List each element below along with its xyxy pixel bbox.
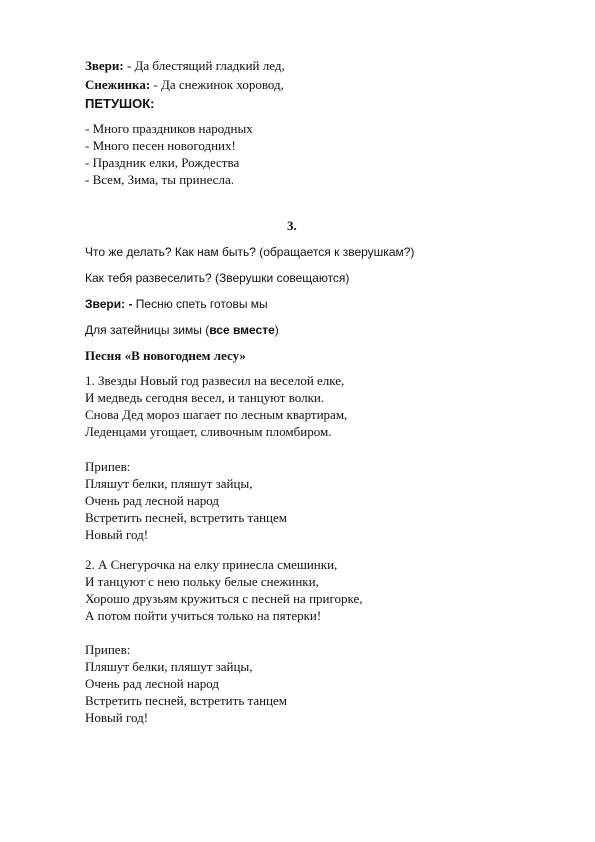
petushok-line: - Всем, Зима, ты принесла. <box>85 172 234 187</box>
chorus-line: Новый год! <box>85 710 149 725</box>
petushok-line: - Праздник елки, Рождества <box>85 155 240 170</box>
chorus-line: Припев: <box>85 459 131 474</box>
song-title: Песня «В новогоднем лесу» <box>85 348 246 363</box>
verse-line: А потом пойти учиться только на пятерки! <box>85 608 322 623</box>
speaker-label: Звери: <box>85 58 124 73</box>
petushok-line: - Много праздников народных <box>85 121 253 136</box>
line-snowflake <box>85 77 284 93</box>
speaker-petushok <box>85 96 154 112</box>
chorus-line: Припев: <box>85 642 131 657</box>
verse-line: 2. А Снегурочка на елку принесла смешинки, <box>85 557 338 572</box>
speaker-label: ПЕТУШОК: <box>85 96 155 111</box>
speaker-label: Звери: - <box>85 297 133 311</box>
chorus-line: Встретить песней, встретить танцем <box>85 693 288 708</box>
scene-line: Что же делать? Как нам быть? (обращается к зверушкам?) <box>85 245 415 259</box>
chorus-line: Пляшут белки, пляшут зайцы, <box>85 476 253 491</box>
petushok-line: - Много песен новогодних! <box>85 138 236 153</box>
chorus-line: Очень рад лесной народ <box>85 676 219 691</box>
scene-line: Как тебя развеселить? (Зверушки совещаются) <box>85 271 350 285</box>
chorus-line: Очень рад лесной народ <box>85 493 219 508</box>
speaker-label: Снежинка: <box>85 77 151 92</box>
verse-line: И танцуют с нею польку белые снежинки, <box>85 574 319 589</box>
scene-line: Звери: - Песню спеть готовы мы <box>85 297 268 311</box>
chorus-line: Пляшут белки, пляшут зайцы, <box>85 659 253 674</box>
line-text: - Да блестящий гладкий лед, <box>123 58 285 73</box>
scene-line: Для затейницы зимы (все вместе) <box>85 323 279 337</box>
section-number: 3. <box>287 218 297 233</box>
chorus-line: Новый год! <box>85 527 149 542</box>
line-text: - Да снежинок хоровод, <box>150 77 284 92</box>
line-animals <box>85 58 285 74</box>
verse-line: Хорошо друзьям кружиться с песней на пригорке, <box>85 591 363 606</box>
verse-line: Снова Дед мороз шагает по лесным квартирам, <box>85 407 348 422</box>
chorus-line: Встретить песней, встретить танцем <box>85 510 288 525</box>
verse-line: И медведь сегодня весел, и танцуют волки. <box>85 390 325 405</box>
verse-line: 1. Звезды Новый год развесил на веселой елке, <box>85 373 345 388</box>
verse-line: Леденцами угощает, сливочным пломбиром. <box>85 424 332 439</box>
